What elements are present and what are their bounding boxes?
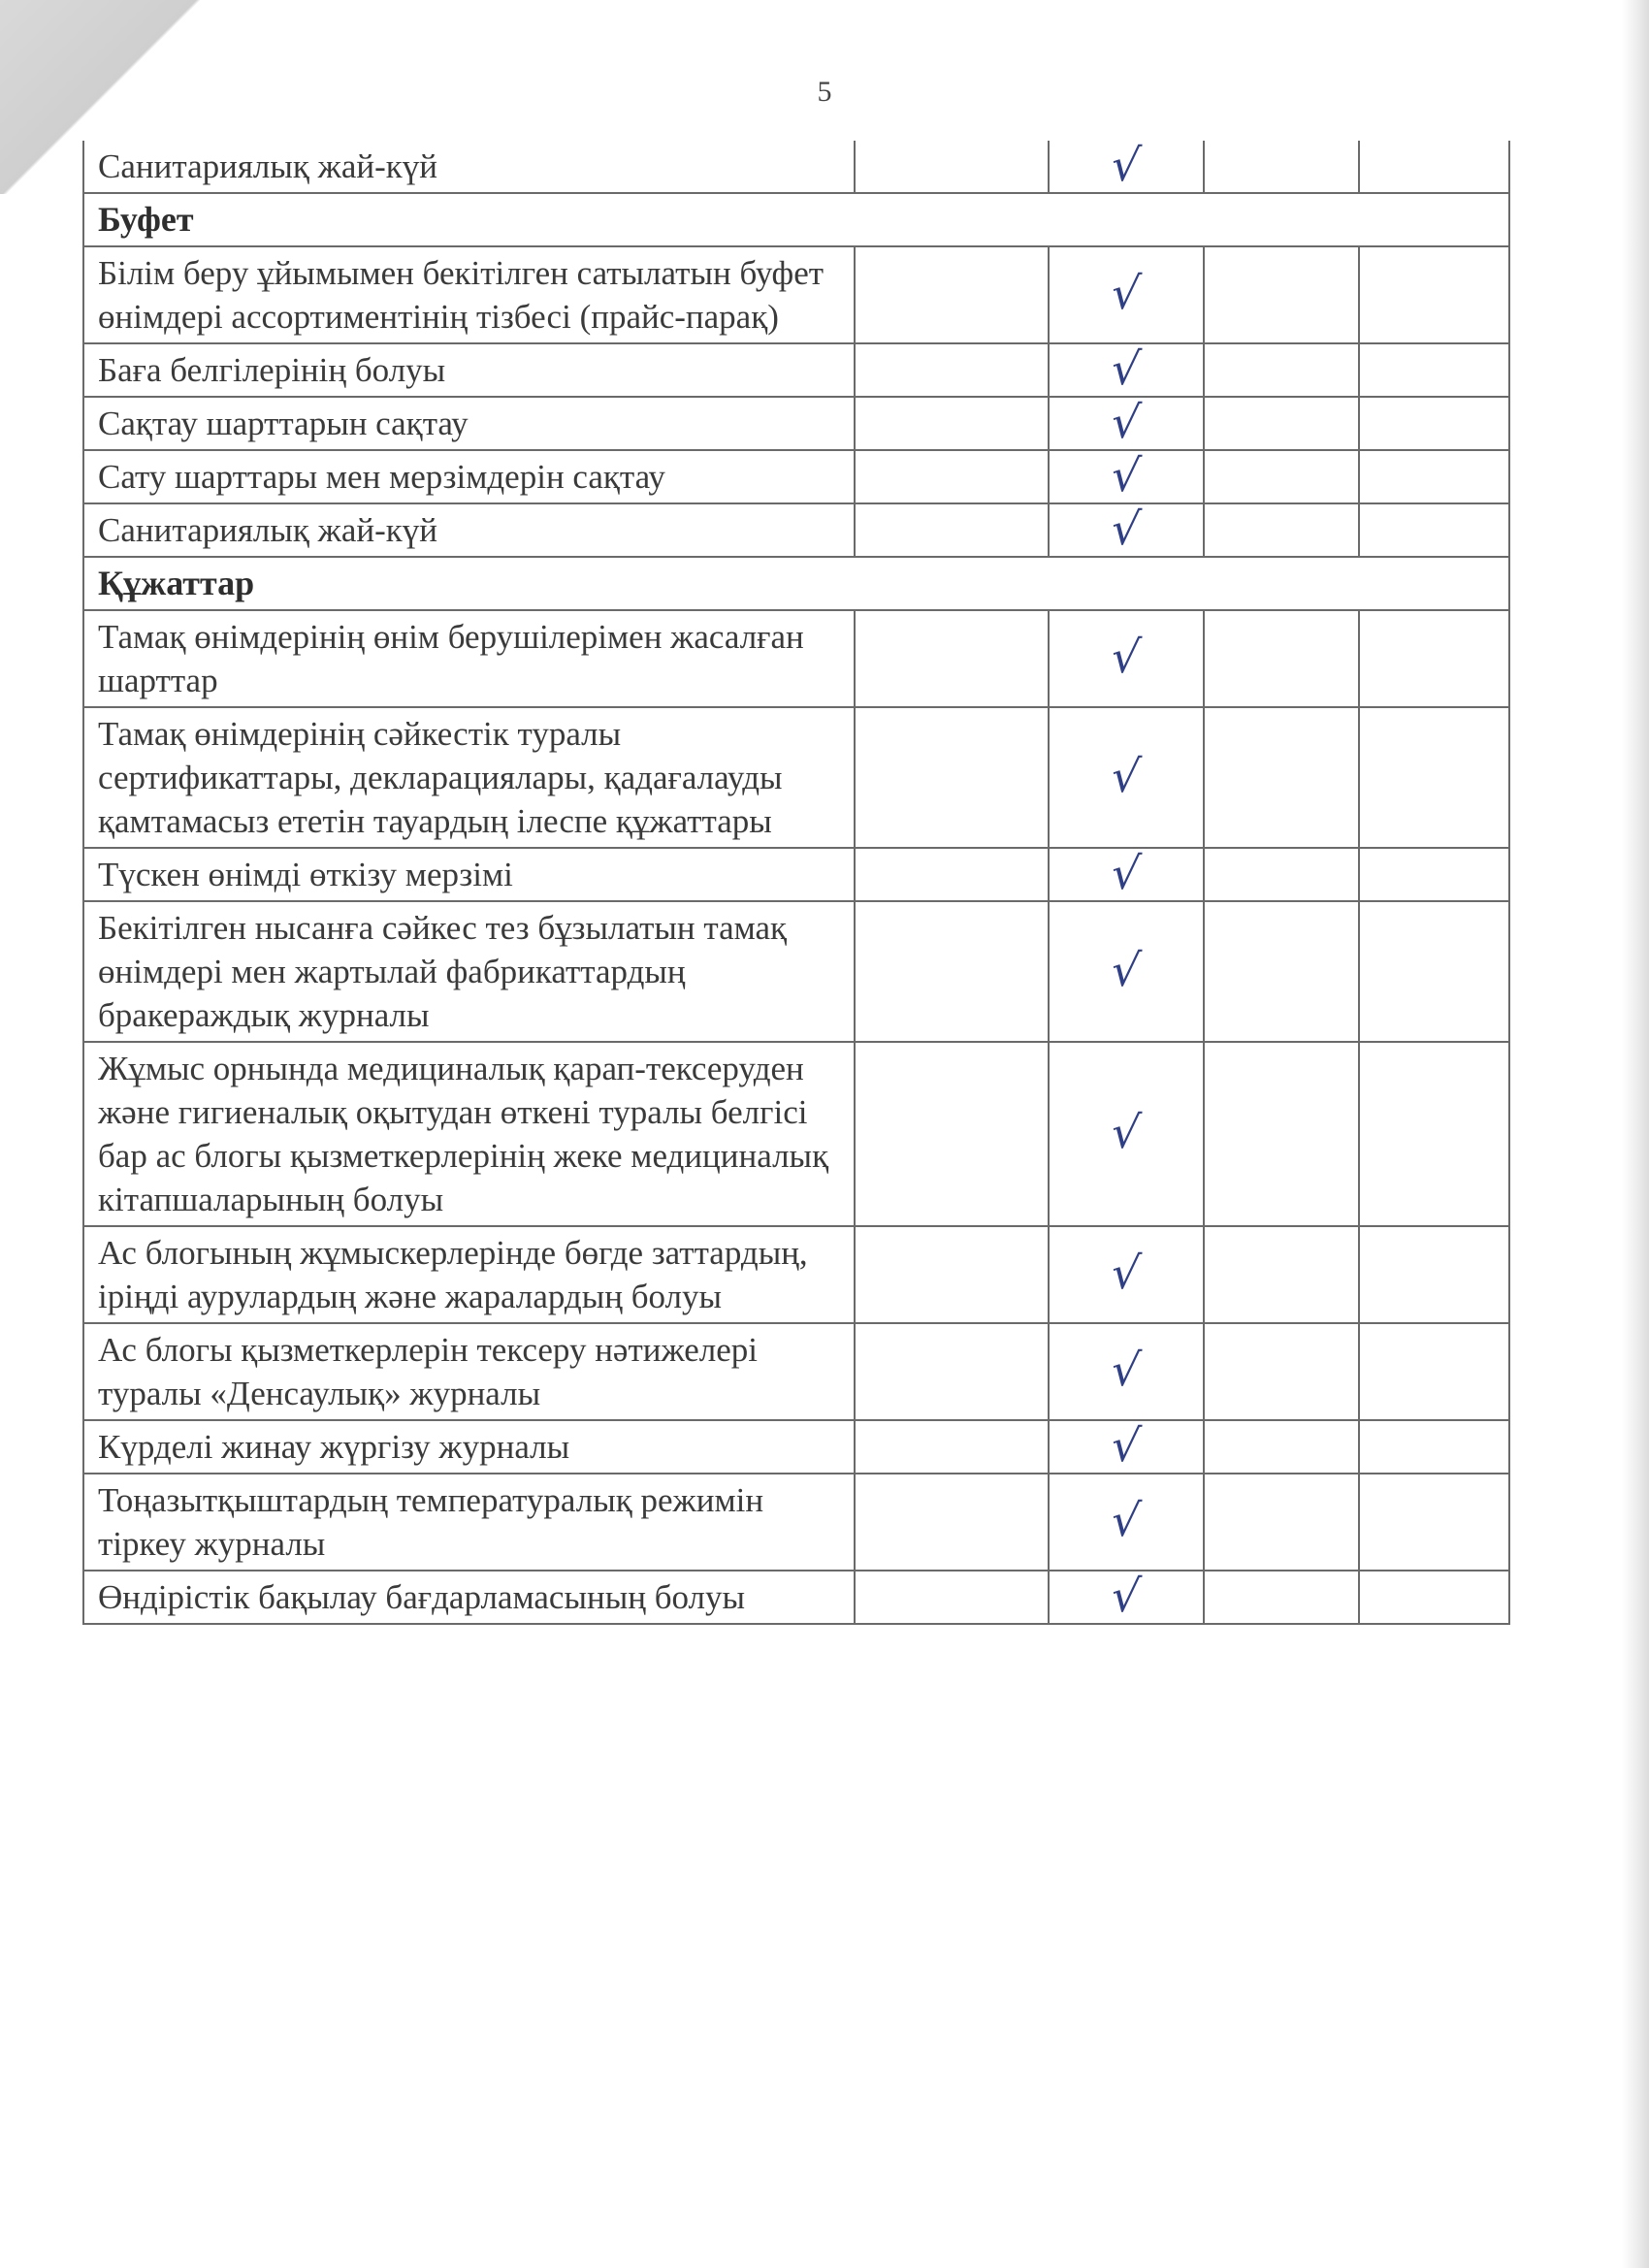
- column-d-cell: [1359, 503, 1509, 557]
- criterion-text: Тамақ өнімдерінің сәйкестік туралы сертификаттары, декларациялары, қадағалауды қамтамасыз ететін тауардың ілеспе құжаттары: [83, 707, 855, 848]
- column-d-cell: [1359, 343, 1509, 397]
- column-c-cell: [1204, 1323, 1359, 1420]
- checklist-row: [83, 901, 1509, 1042]
- column-a-cell: [855, 450, 1049, 503]
- compliance-yes-cell: [1049, 343, 1204, 397]
- compliance-yes-cell: [1049, 450, 1204, 503]
- column-c-cell: [1204, 707, 1359, 848]
- checkmark-icon: √: [1109, 448, 1144, 502]
- criterion-text: Сату шарттары мен мерзімдерін сақтау: [83, 450, 855, 503]
- criterion-text: Өндірістік бақылау бағдарламасының болуы: [83, 1571, 855, 1624]
- column-c-cell: [1204, 901, 1359, 1042]
- column-c-cell: [1204, 246, 1359, 343]
- checklist-row: [83, 1226, 1509, 1323]
- column-d-cell: [1359, 1420, 1509, 1474]
- checkmark-icon: √: [1109, 1344, 1144, 1396]
- column-a-cell: [855, 141, 1049, 193]
- page-number: 5: [817, 76, 832, 108]
- checklist-row: [83, 707, 1509, 848]
- compliance-yes-cell: [1049, 707, 1204, 848]
- column-d-cell: [1359, 1042, 1509, 1226]
- column-d-cell: [1359, 1571, 1509, 1624]
- checkmark-icon: √: [1109, 1247, 1144, 1299]
- criterion-text: Бекітілген нысанға сәйкес тез бұзылатын тамақ өнімдері мен жартылай фабрикаттардың бракераждық журналы: [83, 901, 855, 1042]
- column-d-cell: [1359, 848, 1509, 901]
- checkmark-icon: √: [1109, 846, 1144, 899]
- column-c-cell: [1204, 848, 1359, 901]
- checkmark-icon: √: [1109, 1569, 1144, 1622]
- column-a-cell: [855, 610, 1049, 707]
- column-a-cell: [855, 343, 1049, 397]
- criterion-text: Білім беру ұйымымен бекітілген сатылатын буфет өнімдері ассортиментінің тізбесі (прайс-парақ): [83, 246, 855, 343]
- compliance-yes-cell: [1049, 1226, 1204, 1323]
- page-edge-shadow: [1622, 0, 1649, 2268]
- compliance-yes-cell: [1049, 1042, 1204, 1226]
- criterion-text: Ас блогы қызметкерлерін тексеру нәтижелері туралы «Денсаулық» журналы: [83, 1323, 855, 1420]
- column-a-cell: [855, 1420, 1049, 1474]
- checklist-row: [83, 246, 1509, 343]
- criterion-text: Тоңазытқыштардың температуралық режимін тіркеу журналы: [83, 1474, 855, 1571]
- column-c-cell: [1204, 343, 1359, 397]
- column-c-cell: [1204, 1226, 1359, 1323]
- column-c-cell: [1204, 1042, 1359, 1226]
- column-c-cell: [1204, 503, 1359, 557]
- criterion-text: Баға белгілерінің болуы: [83, 343, 855, 397]
- column-a-cell: [855, 246, 1049, 343]
- checklist-row: [83, 1042, 1509, 1226]
- criterion-text: Санитариялық жай-күй: [83, 141, 855, 193]
- column-a-cell: [855, 848, 1049, 901]
- column-a-cell: [855, 707, 1049, 848]
- column-c-cell: [1204, 1420, 1359, 1474]
- checkmark-icon: √: [1109, 1418, 1144, 1472]
- column-a-cell: [855, 1323, 1049, 1420]
- criterion-text: Күрделі жинау жүргізу журналы: [83, 1420, 855, 1474]
- criterion-text: Жұмыс орнында медициналық қарап-тексеруден және гигиеналық оқытудан өткені туралы белгісі бар ас блогы қызметкерлерінің жеке медициналық кітапшаларының болуы: [83, 1042, 855, 1226]
- compliance-yes-cell: [1049, 901, 1204, 1042]
- compliance-yes-cell: [1049, 1420, 1204, 1474]
- compliance-yes-cell: [1049, 848, 1204, 901]
- checkmark-icon: √: [1109, 1106, 1144, 1158]
- column-d-cell: [1359, 246, 1509, 343]
- column-d-cell: [1359, 1226, 1509, 1323]
- compliance-yes-cell: [1049, 138, 1204, 193]
- compliance-yes-cell: [1049, 1571, 1204, 1624]
- checklist-row: [83, 141, 1509, 193]
- checkmark-icon: √: [1109, 138, 1144, 191]
- column-a-cell: [855, 1571, 1049, 1624]
- checklist-row: [83, 610, 1509, 707]
- column-c-cell: [1204, 450, 1359, 503]
- column-a-cell: [855, 1226, 1049, 1323]
- checkmark-icon: √: [1109, 341, 1144, 395]
- column-a-cell: [855, 503, 1049, 557]
- checklist-row: [83, 1571, 1509, 1624]
- checkmark-icon: √: [1109, 395, 1144, 448]
- checkmark-icon: √: [1109, 943, 1144, 996]
- compliance-yes-cell: [1049, 397, 1204, 450]
- checklist-row: [83, 1323, 1509, 1420]
- checklist-row: [83, 1474, 1509, 1571]
- checkmark-icon: √: [1109, 749, 1144, 802]
- column-d-cell: [1359, 397, 1509, 450]
- checklist-row: [83, 1420, 1509, 1474]
- compliance-yes-cell: [1049, 1474, 1204, 1571]
- section-header-row: [83, 193, 1509, 246]
- column-d-cell: [1359, 1474, 1509, 1571]
- column-d-cell: [1359, 901, 1509, 1042]
- column-c-cell: [1204, 397, 1359, 450]
- checkmark-icon: √: [1109, 631, 1144, 683]
- column-a-cell: [855, 1042, 1049, 1226]
- checklist-sheet: [82, 138, 1508, 1625]
- compliance-yes-cell: [1049, 246, 1204, 343]
- column-d-cell: [1359, 141, 1509, 193]
- compliance-yes-cell: [1049, 503, 1204, 557]
- checklist-row: [83, 848, 1509, 901]
- column-a-cell: [855, 397, 1049, 450]
- section-header-row: [83, 557, 1509, 610]
- checklist-row: [83, 397, 1509, 450]
- column-a-cell: [855, 901, 1049, 1042]
- column-d-cell: [1359, 610, 1509, 707]
- compliance-yes-cell: [1049, 610, 1204, 707]
- section-title: Буфет: [83, 193, 1509, 246]
- checklist-table: [82, 138, 1510, 1625]
- checkmark-icon: √: [1109, 1494, 1144, 1546]
- checklist-row: [83, 343, 1509, 397]
- checklist-rows: [83, 138, 1509, 1624]
- compliance-yes-cell: [1049, 1323, 1204, 1420]
- checklist-row: [83, 503, 1509, 557]
- criterion-text: Тамақ өнімдерінің өнім берушілерімен жасалған шарттар: [83, 610, 855, 707]
- column-a-cell: [855, 1474, 1049, 1571]
- column-c-cell: [1204, 610, 1359, 707]
- checkmark-icon: √: [1109, 502, 1144, 555]
- column-c-cell: [1204, 141, 1359, 193]
- column-d-cell: [1359, 707, 1509, 848]
- column-c-cell: [1204, 1474, 1359, 1571]
- checklist-row: [83, 450, 1509, 503]
- section-title: Құжаттар: [83, 557, 1509, 610]
- column-d-cell: [1359, 450, 1509, 503]
- column-c-cell: [1204, 1571, 1359, 1624]
- checkmark-icon: √: [1109, 267, 1144, 319]
- criterion-text: Ас блогының жұмыскерлерінде бөгде заттардың, іріңді аурулардың және жаралардың болуы: [83, 1226, 855, 1323]
- column-d-cell: [1359, 1323, 1509, 1420]
- criterion-text: Санитариялық жай-күй: [83, 503, 855, 557]
- criterion-text: Түскен өнімді өткізу мерзімі: [83, 848, 855, 901]
- criterion-text: Сақтау шарттарын сақтау: [83, 397, 855, 450]
